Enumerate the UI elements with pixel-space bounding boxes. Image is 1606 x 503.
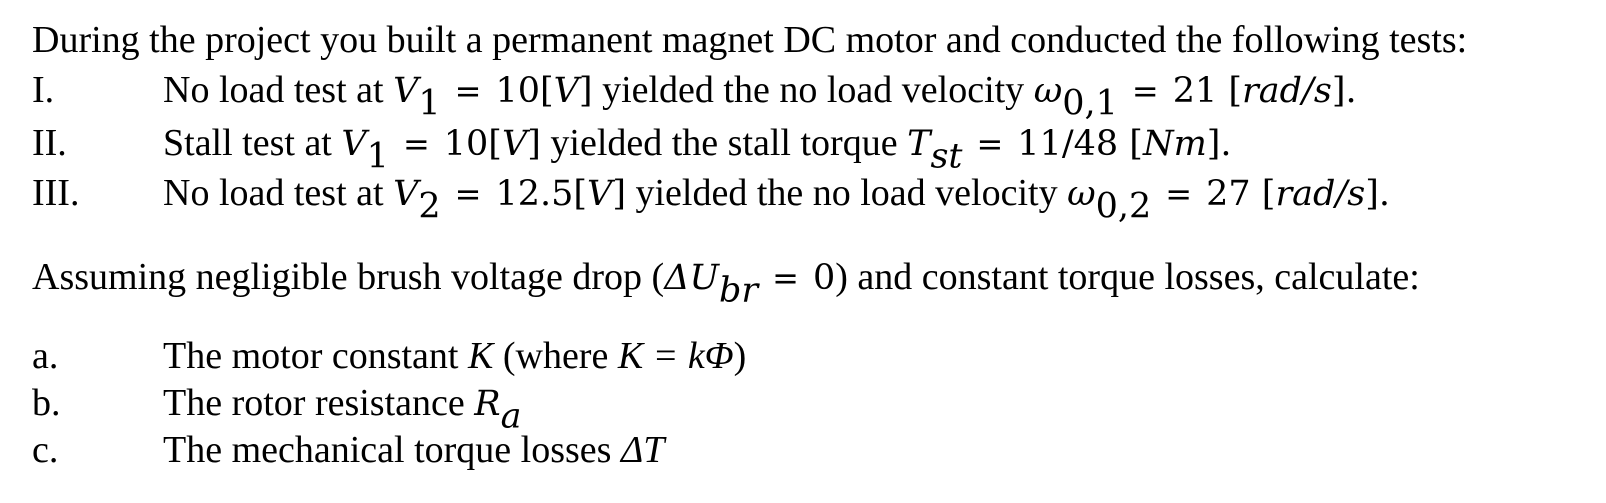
test-1-equals-2: = (1131, 72, 1159, 110)
intro-text: During the project you built a permanent magnet DC motor and conducted the following tests: (32, 19, 1468, 61)
test-2-voltage-sub: 1 (366, 136, 389, 177)
task-item-a (163, 334, 746, 378)
test-1-value: 10[ (495, 71, 554, 111)
test-3-result-sub: 0,2 (1095, 186, 1152, 227)
test-1-equals: = (454, 72, 482, 110)
test-2-equals-2: = (976, 125, 1004, 163)
test-1-unit: V (553, 71, 579, 111)
test-numeral-2: II. (32, 122, 67, 164)
test-2-unit: V (501, 124, 528, 164)
assumption-suffix: ) and constant torque losses, calculate: (835, 256, 1420, 298)
assumption-prefix: Assuming negligible brush voltage drop ( (32, 256, 665, 298)
test-3-voltage-sub: 2 (418, 186, 441, 227)
task-c-text: The mechanical torque losses (163, 429, 621, 471)
test-3-value-end: ] (612, 174, 626, 214)
task-c-var: ΔT (620, 429, 665, 471)
task-b-text: The rotor resistance (163, 382, 475, 424)
test-3-result-unit: rad/s (1275, 174, 1366, 214)
test-3-result-value: 27 [ (1206, 174, 1276, 214)
assumption-text (32, 255, 1420, 311)
test-1-result-value: 21 [ (1172, 71, 1243, 111)
task-item-b (163, 381, 522, 437)
test-2-value: 10[ (443, 124, 502, 164)
test-3-unit: V (587, 174, 613, 214)
test-3-equals: = (454, 175, 482, 213)
task-a-extra: (where (493, 335, 618, 377)
test-2-equals: = (402, 125, 430, 163)
test-1-result-unit: rad/s (1242, 71, 1332, 111)
test-1-prefix: No load test at (163, 69, 394, 111)
task-letter-c: c. (32, 429, 59, 471)
test-1-voltage-var: V (393, 71, 419, 111)
test-2-result-value: 11/48 [ (1017, 124, 1143, 164)
test-2-result-var: T (907, 124, 931, 164)
test-3-middle: yielded the no load velocity (625, 172, 1068, 214)
test-numeral-3: III. (32, 172, 80, 214)
task-letter-b: b. (32, 382, 61, 424)
task-item-c (163, 428, 664, 472)
test-numeral-1: I. (32, 69, 55, 111)
test-1-voltage-sub: 1 (418, 83, 441, 124)
task-a-close: ) (733, 335, 747, 377)
test-2-prefix: Stall test at (163, 122, 342, 164)
assumption-equals: = (772, 259, 799, 297)
task-a-formula: K = kΦ (617, 335, 734, 377)
test-3-value: 12.5[ (495, 174, 588, 214)
test-2-voltage-var: V (341, 124, 367, 164)
test-3-result-end: ]. (1365, 174, 1390, 214)
test-1-result-sub: 0,1 (1062, 83, 1118, 124)
task-a-var: K (467, 335, 494, 377)
test-3-voltage-var: V (393, 174, 419, 214)
test-3-result-var: ω (1067, 174, 1096, 214)
task-a-text: The motor constant (163, 335, 468, 377)
test-item-1 (163, 68, 1357, 124)
assumption-value: 0 (812, 258, 836, 298)
assumption-sub: br (718, 270, 759, 311)
test-3-prefix: No load test at (163, 172, 394, 214)
test-1-result-var: ω (1033, 71, 1063, 111)
test-1-result-end: ]. (1331, 71, 1357, 111)
test-1-value-end: ] (578, 71, 593, 111)
test-2-result-end: ]. (1206, 124, 1232, 164)
assumption-var: ΔU (664, 258, 719, 298)
test-2-result-unit: Nm (1142, 124, 1207, 164)
task-b-var: R (474, 384, 501, 424)
task-letter-a: a. (32, 335, 59, 377)
test-2-middle: yielded the stall torque (540, 122, 908, 164)
test-item-2 (163, 121, 1232, 177)
test-2-result-sub: st (930, 136, 963, 177)
test-2-value-end: ] (527, 124, 541, 164)
test-item-3 (163, 171, 1390, 227)
task-b-sub: a (500, 396, 522, 437)
test-1-middle: yielded the no load velocity (592, 69, 1034, 111)
test-3-equals-2: = (1165, 175, 1193, 213)
